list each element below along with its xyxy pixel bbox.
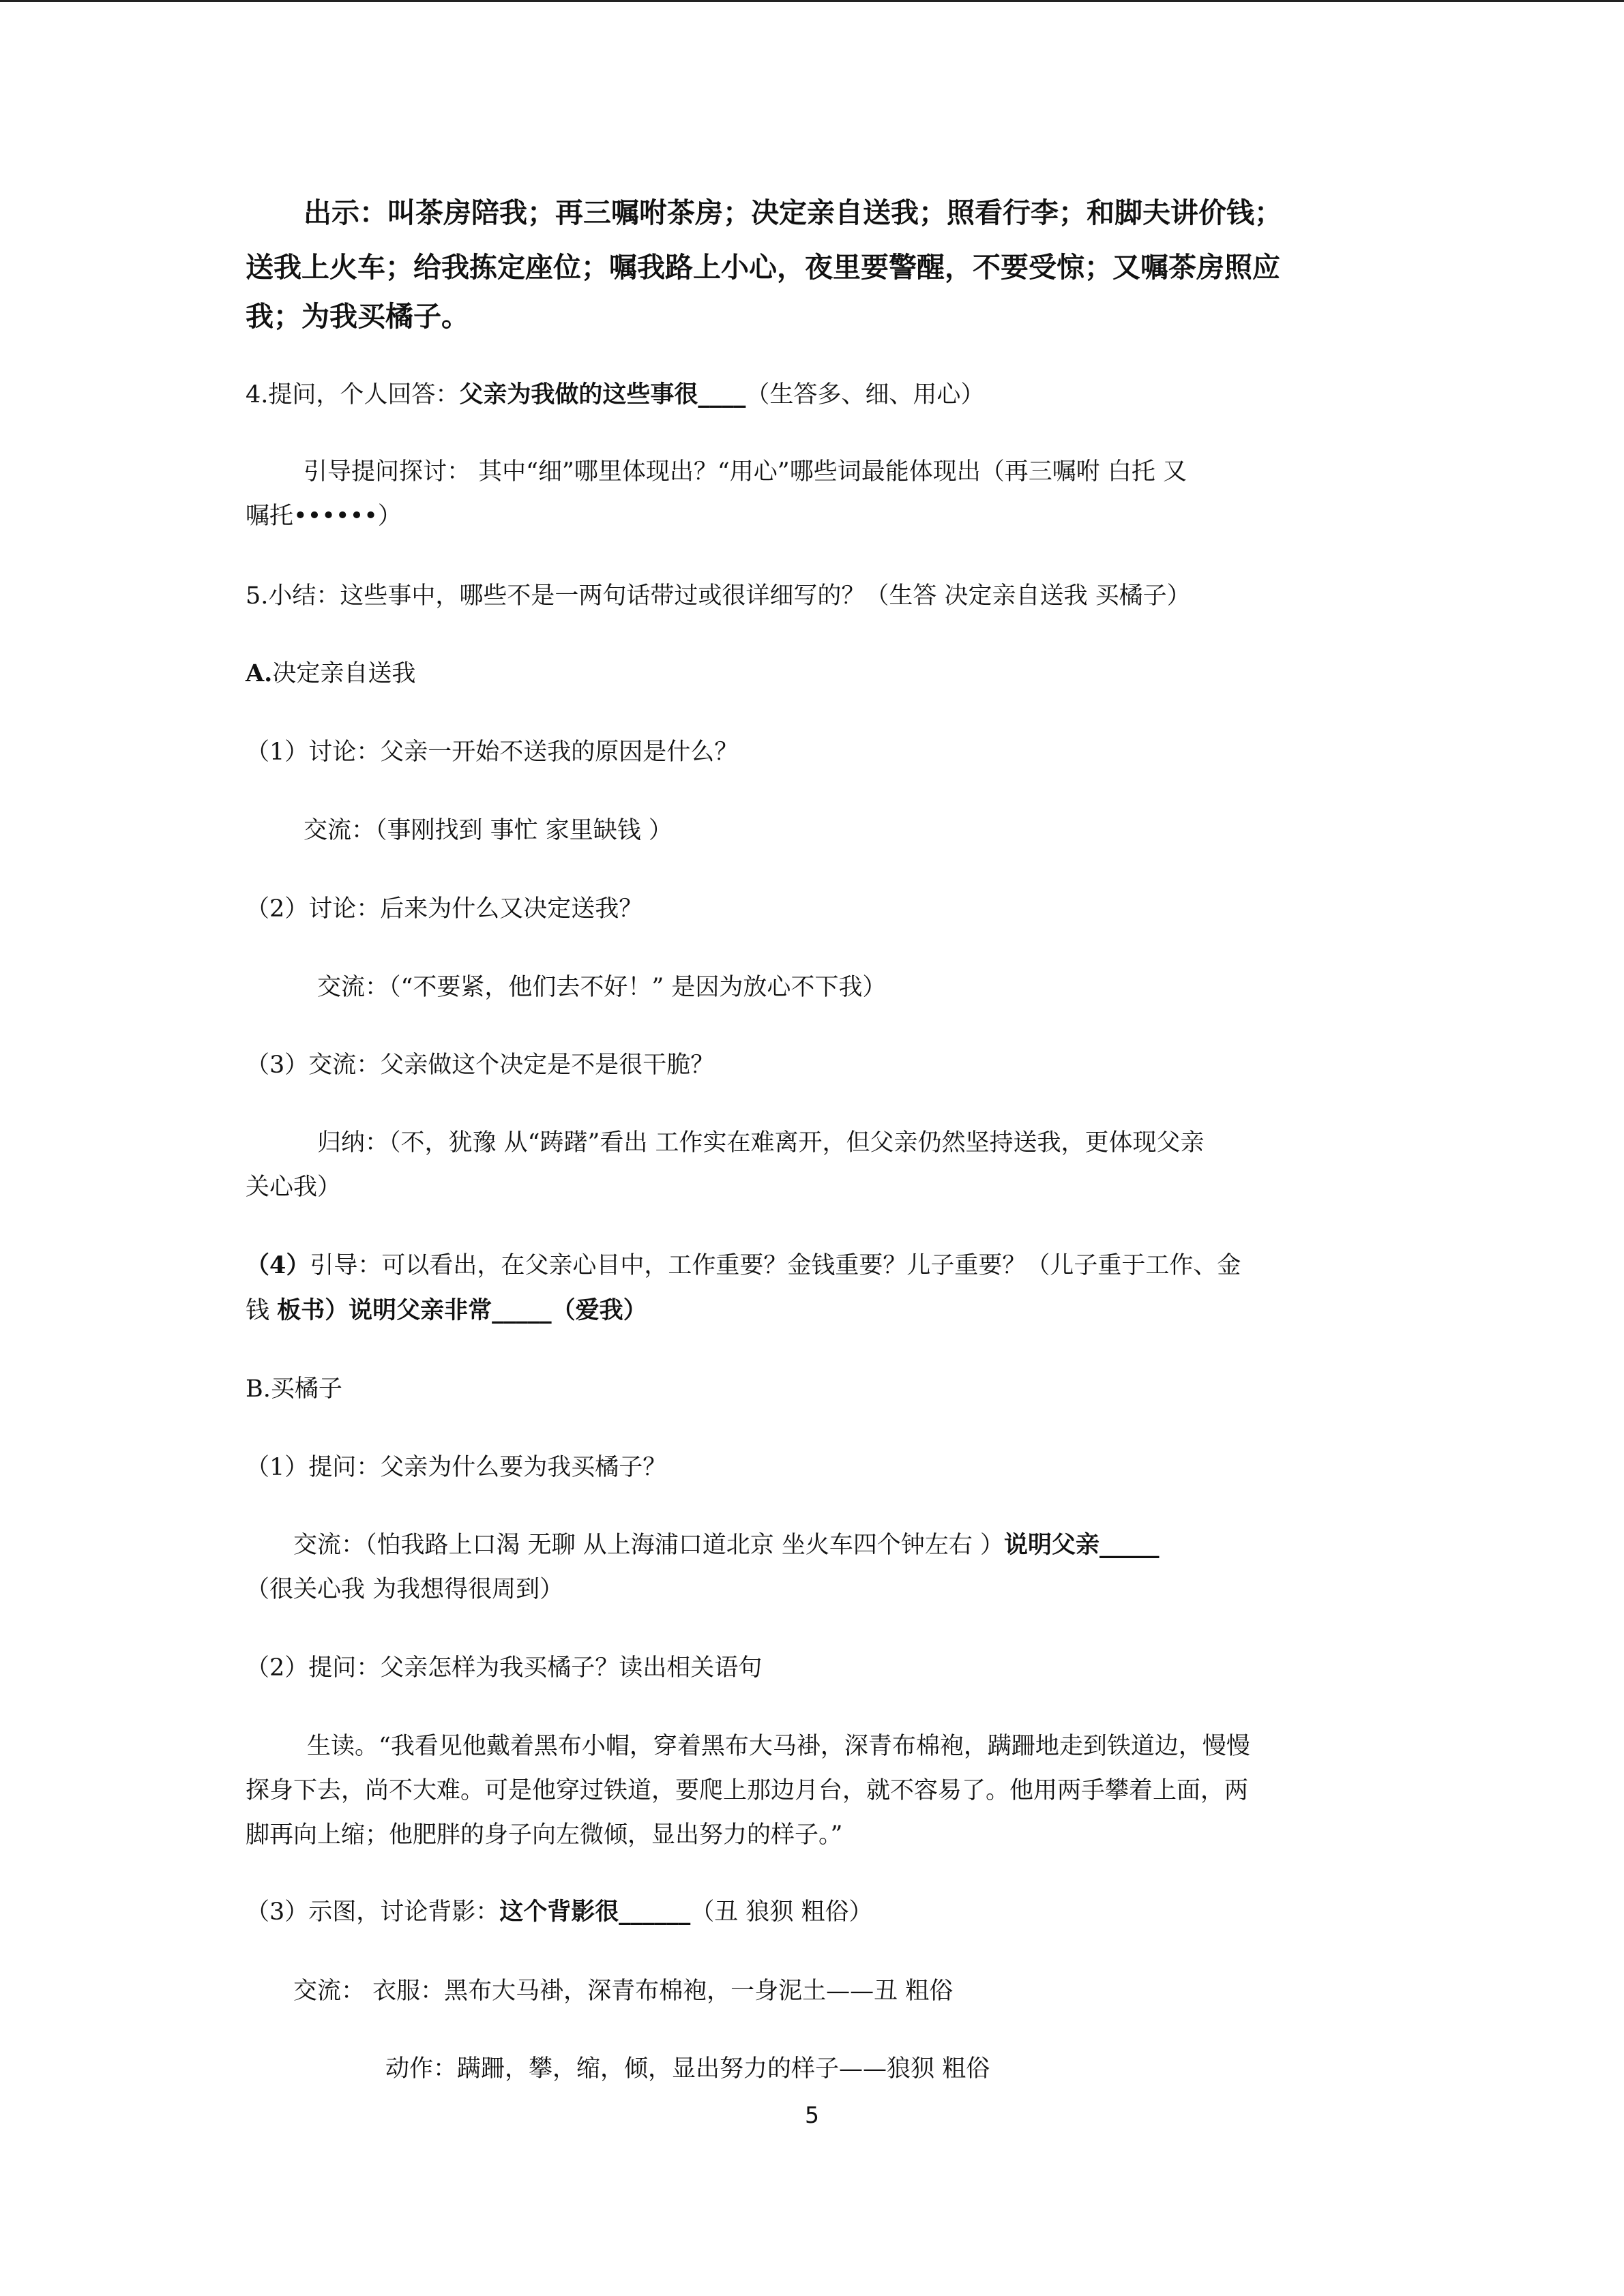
text-segment: （很关心我 为我想得很周到）: [246, 1576, 564, 1603]
text-segment: （1）提问：父亲为什么要为我买橘子？: [246, 1454, 667, 1481]
text-segment: B.买橘子: [246, 1375, 342, 1403]
text-line: [246, 1774, 1248, 1807]
text-line: [246, 500, 402, 533]
text-line: [246, 1373, 342, 1405]
text-segment: （2）讨论：后来为什么又决定送我？: [246, 895, 643, 923]
text-segment: 5.小结：这些事中，哪些不是一两句话带过或很详细写的？（生答 决定亲自送我 买橘子）: [246, 582, 1191, 610]
text-line: [246, 1573, 563, 1606]
text-segment: （3）示图，讨论背影：: [246, 1898, 500, 1926]
text-line: [246, 1819, 842, 1851]
text-line: [246, 1049, 714, 1082]
text-segment: 生读。“我看见他戴着黑布小帽，穿着黑布大马褂，深青布棉袍，蹒跚地走到铁道边，慢慢: [307, 1733, 1250, 1760]
page-top-border: [0, 0, 1624, 2]
text-line: [246, 251, 1280, 286]
text-segment: 动作：蹒跚，攀，缩，倾，显出努力的样子——狼狈 粗俗: [385, 2055, 990, 2083]
text-segment: 钱: [246, 1297, 278, 1324]
text-line: [246, 378, 984, 411]
text-segment: 交流：（“不要紧，他们去不好！” 是因为放心不下我）: [317, 974, 887, 1001]
text-line: [304, 196, 1282, 231]
text-segment: 说明父亲_____: [1004, 1531, 1160, 1559]
text-segment: 引导：可以看出，在父亲心目中，工作重要？金钱重要？儿子重要？（儿子重于工作、金: [310, 1252, 1241, 1279]
text-line: [246, 580, 1191, 612]
text-segment: 交流：（怕我路上口渴 无聊 从上海浦口道北京 坐火车四个钟左右 ）: [293, 1532, 1005, 1559]
text-segment: 父亲为我做的这些事很____: [459, 381, 746, 408]
text-line: [246, 1171, 341, 1204]
text-segment: （4）: [246, 1251, 310, 1279]
text-segment: 我；为我买橘子。: [246, 300, 469, 333]
text-line: [246, 1294, 647, 1327]
text-segment: （生答多、细、用心）: [745, 381, 985, 408]
text-segment: 探身下去，尚不大难。可是他穿过铁道，要爬上那边月台，就不容易了。他用两手攀着上面，两: [246, 1777, 1249, 1804]
page-number: 5: [805, 2102, 819, 2128]
text-segment: 归纳：（不，犹豫 从“踌躇”看出 工作实在难离开，但父亲仍然坚持送我，更体现父亲: [317, 1129, 1205, 1157]
text-line: [385, 2053, 990, 2085]
text-line: [307, 1730, 1250, 1763]
text-line: [293, 1529, 1160, 1562]
text-line: [246, 657, 415, 690]
text-segment: 板书）说明父亲非常_____（爱我）: [277, 1296, 647, 1324]
text-segment: 4.提问，个人回答：: [246, 381, 460, 408]
text-line: [246, 736, 738, 769]
text-segment: 决定亲自送我: [272, 660, 416, 687]
text-line: [246, 893, 643, 925]
text-line: [317, 1127, 1205, 1159]
text-line: [246, 1249, 1241, 1282]
text-segment: （2）提问：父亲怎样为我买橘子？读出相关语句: [246, 1654, 763, 1682]
text-segment: 脚再向上缩；他肥胖的身子向左微倾，显出努力的样子。”: [246, 1821, 843, 1849]
text-segment: 这个背影很______: [499, 1898, 691, 1926]
text-line: [304, 456, 1187, 488]
text-line: [317, 971, 886, 1004]
text-segment: 嘱托••••••）: [246, 503, 402, 530]
text-segment: A.: [246, 659, 273, 687]
text-segment: 引导提问探讨： 其中“细”哪里体现出？“用心”哪些词最能体现出（再三嘱咐 白托 又: [304, 458, 1187, 486]
text-segment: 关心我）: [246, 1174, 342, 1201]
text-segment: （丑 狼狈 粗俗）: [690, 1898, 873, 1926]
text-line: [246, 1451, 666, 1484]
text-segment: （3）交流：父亲做这个决定是不是很干脆？: [246, 1052, 715, 1079]
text-segment: （1）讨论：父亲一开始不送我的原因是什么？: [246, 739, 739, 766]
text-line: [304, 814, 673, 847]
text-segment: 出示：叫茶房陪我；再三嘱咐茶房；决定亲自送我；照看行李；和脚夫讲价钱；: [304, 196, 1282, 229]
text-segment: 交流：（事刚找到 事忙 家里缺钱 ）: [304, 817, 673, 844]
text-segment: 交流： 衣服：黑布大马褂，深青布棉袍，一身泥土——丑 粗俗: [293, 1978, 954, 2005]
text-line: [293, 1975, 953, 2008]
text-line: [246, 1896, 873, 1928]
text-segment: 送我上火车；给我拣定座位；嘱我路上小心，夜里要警醒，不要受惊；又嘱茶房照应: [246, 251, 1280, 284]
text-line: [246, 300, 469, 335]
text-line: [246, 1652, 762, 1684]
